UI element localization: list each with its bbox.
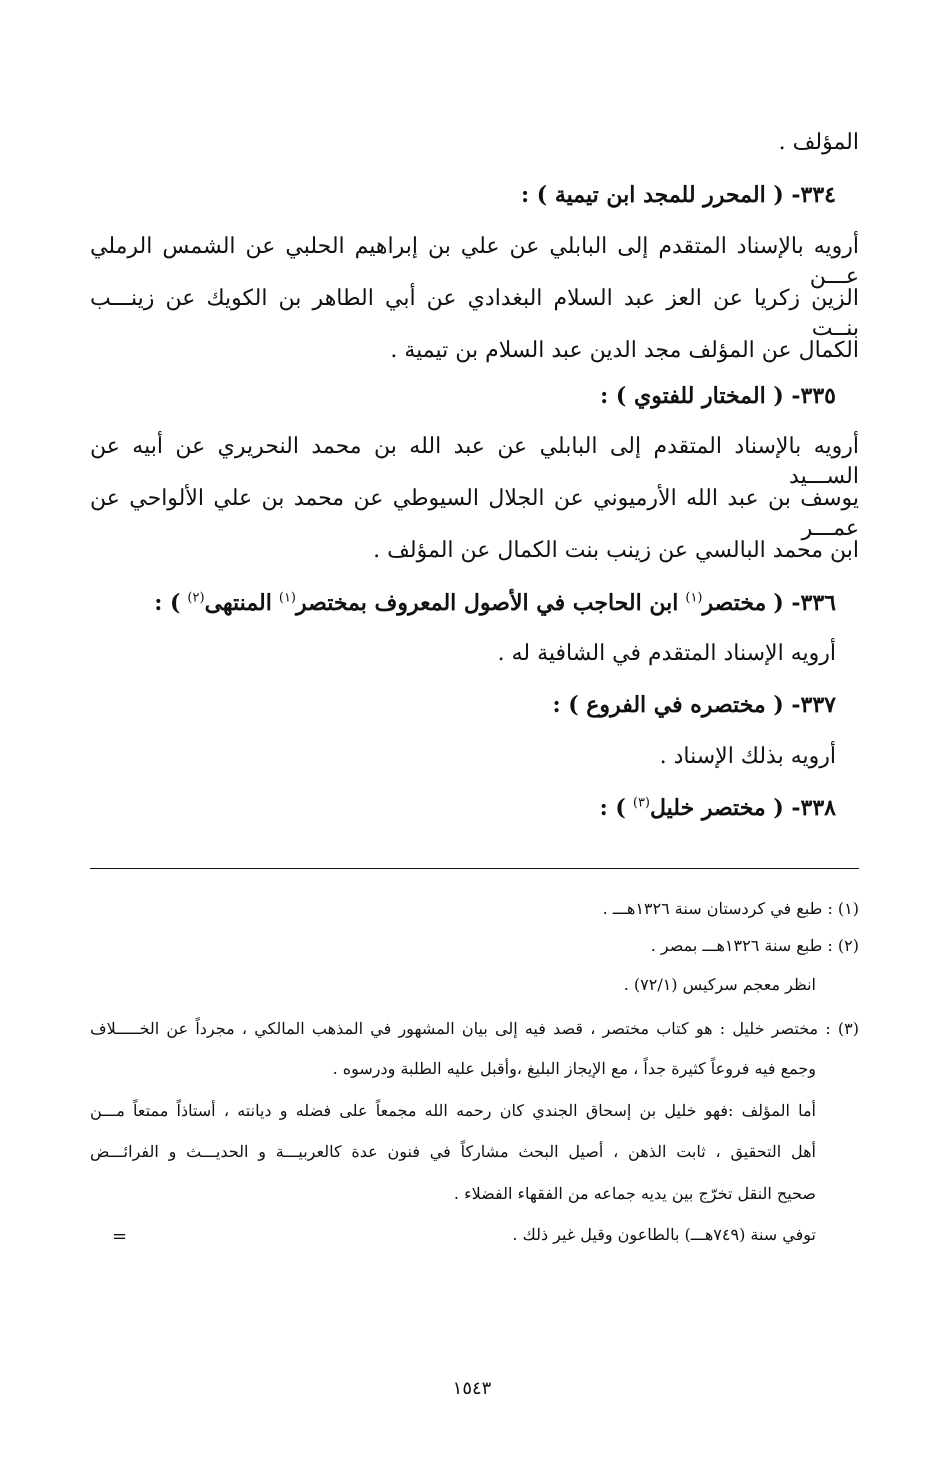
entry-336-title-b: ابن الحاجب في الأصول المعروف بمختصر (296, 590, 679, 616)
entry-335-text-1: أرويه بالإسناد المتقدم إلى البابلي عن عبد الله بن محمد النحريري عن أبيه عن الســـيد (90, 434, 859, 489)
entry-336-heading (154, 588, 836, 619)
entry-334-text-2: الزين زكريا عن العز عبد السلام البغدادي عن أبي الطاهر بن الكويك عن زينـــب بنــت (90, 286, 859, 341)
entry-335-text-2: يوسف بن عبد الله الأرميوني عن الجلال السيوطي عن محمد بن علي الألواحي عن عمـــر (90, 486, 859, 541)
entry-336-number: ٣٣٦- ( (773, 590, 836, 616)
text-line-author: المؤلف . (778, 130, 859, 155)
entry-338-end: ) : (599, 795, 626, 821)
footnote-3-line-6: توفي سنة (٧٤٩هـــ) بالطاعون وقيل غير ذلك . (512, 1225, 816, 1244)
footnote-1: (١) : طبع في كردستان سنة ١٣٢٦هـــ . (602, 899, 859, 918)
footnote-3-line-4: أهل التحقيق ، ثابت الذهن ، أصيل البحث مشاركاً في فنون عدة كالعربيـــة و الحديـــث و الفرائـــض (90, 1142, 816, 1161)
page-number: ١٥٤٣ (452, 1378, 492, 1399)
entry-336-title-a: مختصر (702, 590, 767, 616)
entry-336-title-c: المنتهى (204, 590, 272, 616)
footnote-ref-2: (٢) (187, 590, 205, 606)
entry-334-heading: ٣٣٤- ( المحرر للمجد ابن تيمية ) : (521, 182, 836, 208)
entry-334-text-1: أرويه بالإسناد المتقدم إلى البابلي عن علي بن إبراهيم الحلبي عن الشمس الرملي عـــن (90, 234, 859, 289)
entry-338-heading (600, 793, 836, 824)
entry-337-text: أرويه بذلك الإسناد . (659, 744, 836, 769)
footnote-2-ref: انظر معجم سركيس (٧٢/١) . (623, 975, 816, 994)
entry-335-text-3: ابن محمد البالسي عن زينب بنت الكمال عن المؤلف . (373, 538, 859, 563)
entry-338-title: ٣٣٨- ( مختصر خليل (650, 795, 836, 821)
entry-335-heading: ٣٣٥- ( المختار للفتوي ) : (600, 383, 836, 409)
footnote-3-line-3: أما المؤلف :فهو خليل بن إسحاق الجندي كان رحمه الله مجمعاً على فضله و ديانته ، أستاذاً ممتعاً مـــن (90, 1101, 816, 1120)
footnote-ref-1a: (١) (685, 590, 703, 606)
entry-334-text-3: الكمال عن المؤلف مجد الدين عبد السلام بن تيمية . (390, 338, 859, 363)
entry-337-heading: ٣٣٧- ( مختصره في الفروع ) : (552, 692, 836, 718)
footnote-2: (٢) : طبع سنة ١٣٢٦هـــ بمصر . (650, 936, 859, 955)
entry-336-text: أرويه الإسناد المتقدم في الشافية له . (497, 641, 836, 666)
footnote-3-line-2: وجمع فيه فروعاً كثيرة جداً ، مع الإيجاز البليغ ،وأقبل عليه الطلبة ودرسوه . (332, 1059, 816, 1078)
footnote-3-line-1: (٣) : مختصر خليل : هو كتاب مختصر ، قصد فيه إلى بيان المشهور في المذهب المالكي ، مجرداً عن الخـــــلاف (90, 1019, 859, 1038)
footnote-ref-1b: (١) (278, 590, 296, 606)
entry-336-end: ) : (154, 590, 181, 616)
continuation-mark: = (112, 1226, 128, 1247)
footnote-divider (90, 868, 859, 869)
footnote-ref-3: (٣) (632, 795, 650, 811)
footnote-3-line-5: صحيح النقل تخرّج بين يديه جماعه من الفقهاء الفضلاء . (453, 1184, 816, 1203)
